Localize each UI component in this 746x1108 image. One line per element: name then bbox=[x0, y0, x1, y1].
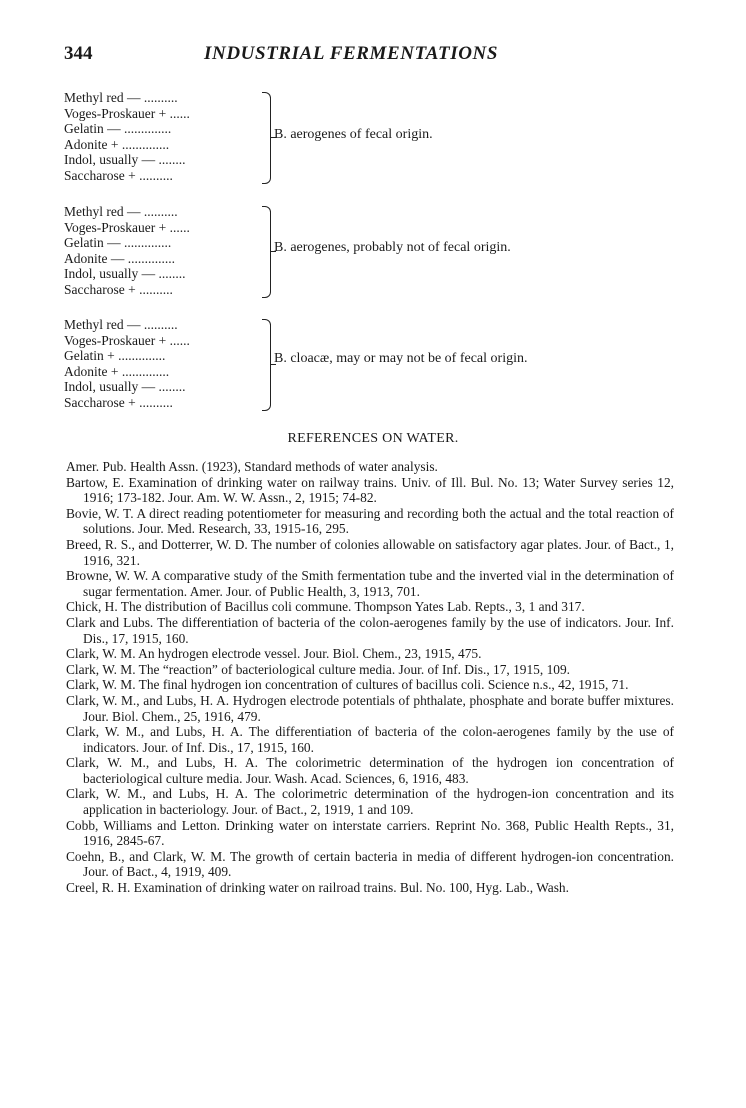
reference-entry: Cobb, Williams and Letton. Drinking water on interstate carriers. Reprint No. 368, Public Health Repts., 31, 1916, 2845-67. bbox=[66, 817, 674, 849]
test-line: Gelatin — .............. bbox=[64, 235, 172, 250]
test-line: Indol, usually — ........ bbox=[64, 152, 186, 167]
reference-entry: Creel, R. H. Examination of drinking water on railroad trains. Bul. No. 100, Hyg. Lab., Wash. bbox=[66, 880, 569, 896]
test-line: Saccharose + .......... bbox=[64, 281, 173, 297]
reference-entry: Amer. Pub. Health Assn. (1923), Standard methods of water analysis. bbox=[66, 459, 438, 474]
test-line: Voges-Proskauer + ...... bbox=[64, 332, 190, 348]
reference-entry: Bartow, E. Examination of drinking water on railway trains. Univ. of Ill. Bul. No. 13; Water Survey series 12, 1916; 173-182. Jour. Am. W. W. Assn., 2, 1915; 74-82. bbox=[66, 474, 674, 506]
test-line: Adonite + .............. bbox=[64, 136, 170, 152]
test-group-1 bbox=[64, 90, 684, 186]
references-list bbox=[66, 459, 674, 896]
test-lines bbox=[64, 90, 270, 183]
page-number: 344 bbox=[64, 43, 93, 64]
test-group-3 bbox=[64, 317, 684, 413]
reference-entry: Clark, W. M., and Lubs, H. A. Hydrogen electrode potentials of phthalate, phosphate and borate buffer mixtures. Jour. Biol. Chem., 25, 1916, 479. bbox=[66, 692, 674, 724]
test-line: Methyl red — .......... bbox=[64, 317, 178, 332]
test-group-2 bbox=[64, 204, 684, 300]
test-lines bbox=[64, 317, 270, 410]
test-line: Gelatin — .............. bbox=[64, 121, 172, 136]
test-line: Saccharose + .......... bbox=[64, 394, 173, 410]
test-line: Indol, usually — ........ bbox=[64, 379, 186, 394]
test-line: Methyl red — .......... bbox=[64, 90, 178, 105]
reference-entry: Breed, R. S., and Dotterrer, W. D. The number of colonies allowable on satisfactory agar plates. Jour. of Bact., 1, 1916, 321. bbox=[66, 536, 674, 568]
test-line: Adonite — .............. bbox=[64, 250, 175, 266]
reference-entry: Clark, W. M. The final hydrogen ion concentration of cultures of bacillus coli. Science n.s., 42, 1915, 71. bbox=[66, 677, 629, 693]
test-line: Saccharose + .......... bbox=[64, 167, 173, 183]
reference-entry: Browne, W. W. A comparative study of the Smith fermentation tube and the inverted vial in the determination of sugar fermentation. Amer. Jour. of Public Health, 3, 1913, 701. bbox=[66, 568, 674, 599]
test-conclusion: B. aerogenes of fecal origin. bbox=[274, 127, 433, 142]
reference-entry: Clark, W. M. An hydrogen electrode vessel. Jour. Biol. Chem., 23, 1915, 475. bbox=[66, 646, 482, 662]
test-line: Adonite + .............. bbox=[64, 363, 170, 379]
test-lines bbox=[64, 204, 270, 297]
test-line: Indol, usually — ........ bbox=[64, 266, 186, 281]
reference-entry: Clark, W. M., and Lubs, H. A. The differentiation of bacteria of the colon-aerogenes family by the use of indicators. Jour. of Inf. Dis., 17, 1915, 160. bbox=[66, 724, 674, 755]
reference-entry: Clark, W. M., and Lubs, H. A. The colorimetric determination of the hydrogen ion concentration of bacteriological culture media. Jour. Wash. Acad. Sciences, 6, 1916, 483. bbox=[66, 755, 674, 786]
reference-entry: Coehn, B., and Clark, W. M. The growth of certain bacteria in media of different hydrogen-ion concentration. Jour. of Bact., 4, 1919, 409. bbox=[66, 848, 674, 880]
reference-entry: Chick, H. The distribution of Bacillus coli commune. Thompson Yates Lab. Repts., 3, 1 and 317. bbox=[66, 599, 585, 615]
reference-entry: Clark, W. M., and Lubs, H. A. The colorimetric determination of the hydrogen-ion concentration and its application in bacteriology. Jour. of Bact., 2, 1919, 1 and 109. bbox=[66, 786, 674, 818]
test-line: Voges-Proskauer + ...... bbox=[64, 105, 190, 121]
test-line: Gelatin + .............. bbox=[64, 348, 166, 363]
test-conclusion: B. cloacæ, may or may not be of fecal origin. bbox=[274, 351, 528, 366]
reference-entry: Bovie, W. T. A direct reading potentiometer for measuring and recording both the actual and the total reaction of solutions. Jour. Med. Research, 33, 1915-16, 295. bbox=[66, 505, 674, 537]
page-header bbox=[64, 43, 684, 67]
reference-entry: Clark, W. M. The “reaction” of bacteriological culture media. Jour. of Inf. Dis., 17, 1915, 109. bbox=[66, 661, 571, 677]
test-line: Voges-Proskauer + ...... bbox=[64, 219, 190, 235]
test-line: Methyl red — .......... bbox=[64, 204, 178, 219]
running-title: INDUSTRIAL FERMENTATIONS bbox=[204, 43, 499, 64]
test-conclusion: B. aerogenes, probably not of fecal origin. bbox=[274, 240, 511, 255]
reference-entry: Clark and Lubs. The differentiation of bacteria of the colon-aerogenes family by the use of indicators. Jour. Inf. Dis., 17, 1915, 160. bbox=[66, 614, 674, 646]
references-heading: REFERENCES ON WATER. bbox=[287, 431, 459, 446]
